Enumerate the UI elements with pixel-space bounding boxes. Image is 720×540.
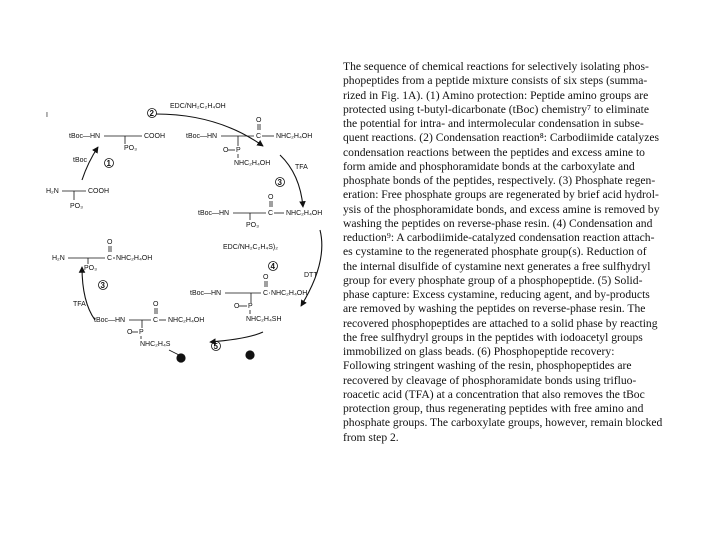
regen-amide: NHC₂H₄OH — [286, 210, 323, 217]
prot-cooh: COOH — [144, 133, 165, 140]
thiol-amide: NHC₂H₄OH — [271, 290, 308, 297]
regen-c: C — [268, 210, 274, 217]
cond-tboc-hn: tBoc—HN — [186, 133, 218, 140]
step4-number: 4 — [270, 262, 275, 271]
thiol-c: C — [263, 290, 269, 297]
step-3-left — [73, 267, 108, 320]
text-line: form amide and phosphoramidate bonds at the carboxylate and — [343, 159, 635, 173]
capt-po-o: O — [127, 329, 133, 336]
text-line: group for every phosphate group of a phosphopeptide. (5) Solid- — [343, 273, 643, 287]
final-o: O — [107, 239, 113, 246]
step5-number: 5 — [213, 342, 218, 351]
capt-s: NHC₂H₄S — [140, 341, 171, 348]
text-line: The sequence of chemical reactions for selectively isolating phos- — [343, 60, 649, 73]
final-h2n: H₂N — [52, 255, 65, 262]
step-3-top — [276, 155, 309, 207]
text-line: immobilized on glass beads. (6) Phosphopeptide recovery: — [343, 345, 615, 358]
cond-p: P — [236, 147, 241, 154]
text-line: are removed by washing the peptides on reverse-phase resin. The — [343, 302, 646, 316]
thiol-o: O — [263, 274, 269, 281]
capt-amide: NHC₂H₄OH — [168, 317, 205, 324]
final-c: C — [107, 255, 113, 262]
step3-left-number: 3 — [100, 281, 105, 290]
regen-po3: PO₃ — [246, 222, 259, 229]
thiol-peptide — [190, 274, 307, 323]
text-line: phopeptides from a peptide mixture consists of six steps (summa- — [343, 74, 648, 88]
step3-top-number: 3 — [277, 178, 282, 187]
starting-peptide — [46, 188, 109, 210]
bead-icon — [176, 353, 185, 362]
step2-reagent: EDC/NH₂C₂H₄OH — [170, 103, 226, 110]
text-line: protected using t-butyl-dicarbonate (tBoc) chemistry⁷ to eliminate — [343, 102, 650, 116]
final-po3: PO₃ — [84, 265, 97, 272]
text-line: quent reactions. (2) Condensation reaction⁸: Carbodiimide catalyzes — [343, 131, 660, 145]
text-line: washing the peptides on reverse-phase resin. (4) Condensation and — [343, 216, 653, 230]
capt-c: C — [153, 317, 159, 324]
step-5 — [210, 332, 263, 360]
step3-top-reagent: TFA — [295, 164, 308, 171]
text-line: the potential for intra- and intermolecular condensation in subse- — [343, 117, 644, 130]
step1-reagent: tBoc — [73, 157, 88, 164]
recovered-peptide — [52, 239, 152, 272]
start-po3: PO₃ — [70, 203, 83, 210]
text-line: reduction⁹: A carbodiimide-catalyzed condensation reaction attach- — [343, 231, 655, 244]
capt-o: O — [153, 301, 159, 308]
final-amide: NHC₂H₄OH — [116, 255, 153, 262]
cond-o: O — [256, 117, 262, 124]
text-line: protection group, thus regenerating peptides with free amino and — [343, 402, 644, 415]
text-line: the free sulfhydryl groups in the peptides with iodoacetyl groups — [343, 330, 643, 344]
capt-p: P — [139, 329, 144, 336]
prot-po3: PO₃ — [124, 145, 137, 152]
regenerated-peptide — [198, 194, 322, 229]
thiol-sh: NHC₂H₄SH — [246, 316, 282, 323]
text-line: ysis of the phosphoramidate bonds, and excess amine is removed by — [343, 202, 660, 216]
step2-number: 2 — [149, 109, 154, 118]
step4-reagent-top: EDC/NH₂C₂H₄S)₂ — [223, 244, 278, 251]
cond-amide: NHC₂H₄OH — [276, 133, 313, 140]
reaction-scheme — [38, 92, 340, 374]
step1-number: 1 — [106, 159, 111, 168]
regen-o: O — [268, 194, 274, 201]
protected-peptide — [69, 133, 165, 152]
text-line: phosphate groups. The carboxylate groups, however, remain blocked — [343, 416, 663, 430]
text-line: roacetic acid (TFA) at a concentration that also removes the tBoc — [343, 387, 645, 401]
capt-tboc-hn: tBoc—HN — [94, 317, 126, 324]
cond-po-nh: NHC₂H₄OH — [234, 160, 271, 167]
condensed-peptide — [186, 117, 312, 167]
thiol-po-o: O — [234, 303, 240, 310]
start-cooh: COOH — [88, 188, 109, 195]
text-line: recovered by cleavage of phosphoramidate bonds using trifluo- — [343, 373, 637, 387]
cond-c: C — [256, 133, 262, 140]
text-line: Following stringent washing of the resin, phosphopeptides are — [343, 359, 632, 373]
step3-left-reagent: TFA — [73, 301, 86, 308]
text-line: from step 2. — [343, 430, 399, 444]
captured-peptide — [94, 301, 204, 363]
step4-reagent-bottom: DTT — [304, 272, 318, 279]
text-line: condensation reactions between the peptides and excess amine to — [343, 145, 645, 159]
step-1 — [73, 147, 114, 180]
text-line: es cystamine to the regenerated phosphate group(s). Reduction of — [343, 245, 647, 259]
start-h2n: H₂N — [46, 188, 59, 195]
regen-tboc-hn: tBoc—HN — [198, 210, 230, 217]
prot-tboc-hn: tBoc—HN — [69, 133, 101, 140]
body-text — [343, 60, 673, 445]
thiol-p: P — [248, 303, 253, 310]
bead-icon — [245, 350, 254, 359]
text-line: recovered phosphopeptides are attached to a solid phase by reacting — [343, 316, 658, 330]
text-line: rized in Fig. 1A). (1) Amino protection: Peptide amino groups are — [343, 88, 649, 102]
text-line: phase capture: Excess cystamine, reducing agent, and by-products — [343, 288, 650, 301]
text-line: the internal disulfide of cystamine next generates a free sulfhydryl — [343, 259, 651, 273]
cond-po-o: O — [223, 147, 229, 154]
thiol-tboc-hn: tBoc—HN — [190, 290, 222, 297]
scheme-mark: I — [46, 112, 48, 119]
text-line: phosphate bonds of the peptides, respectively. (3) Phosphate regen- — [343, 174, 656, 187]
text-line: eration: Free phosphate groups are regenerated by brief acid hydrol- — [343, 188, 659, 202]
